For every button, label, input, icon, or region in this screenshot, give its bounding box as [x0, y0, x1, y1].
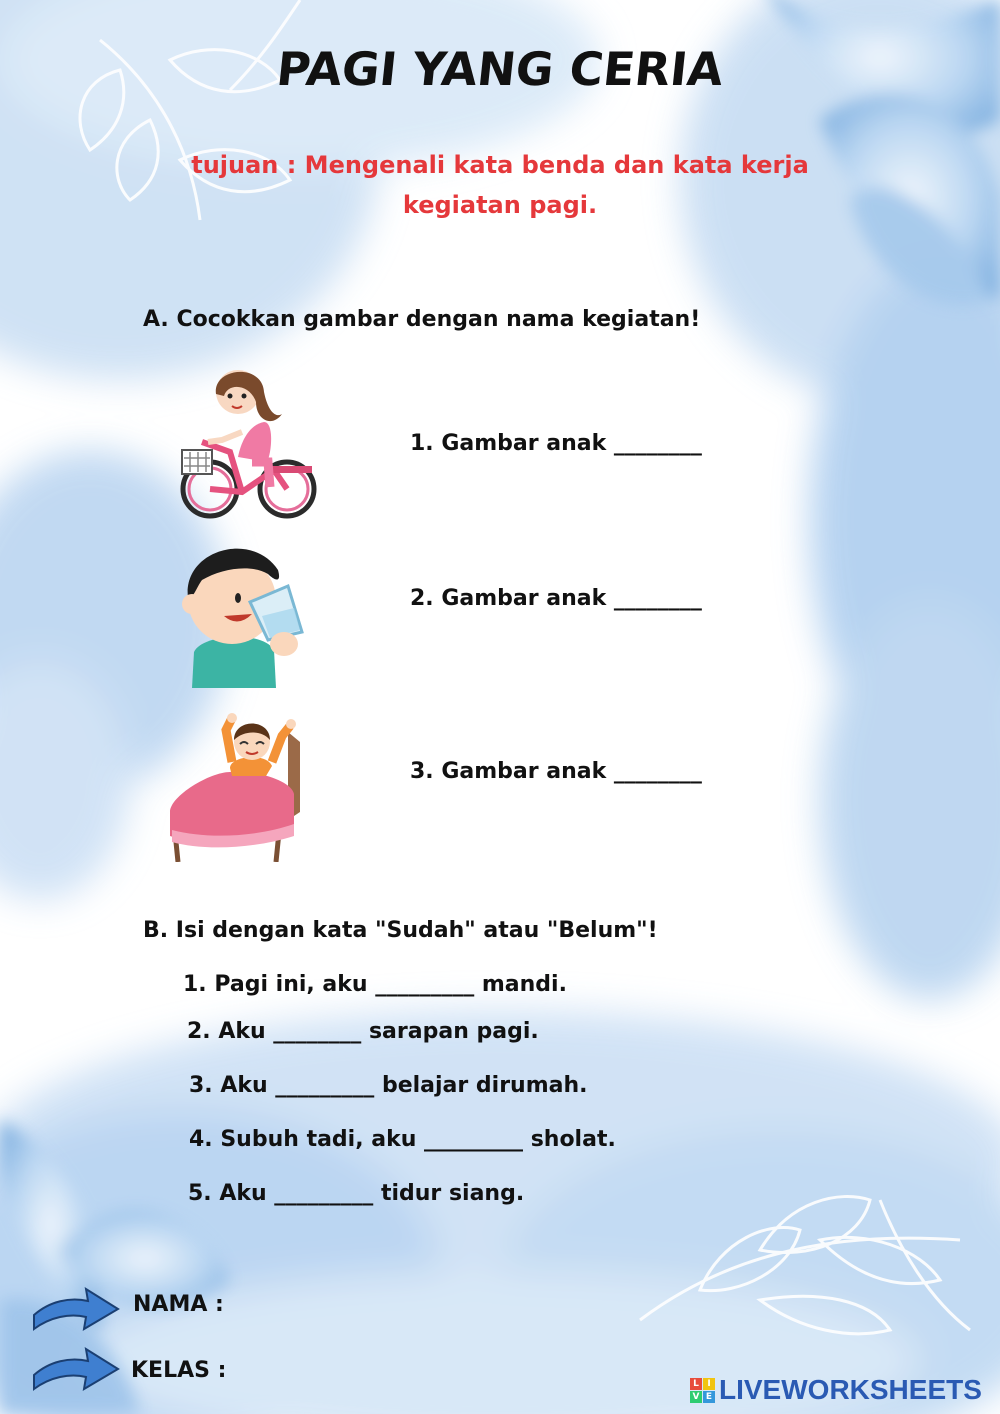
class-label: KELAS :: [131, 1358, 227, 1383]
brand-name[interactable]: LIVEWORKSHEETS: [719, 1374, 982, 1405]
section-b-item-3: 3. Aku _________ belajar dirumah.: [189, 1073, 588, 1098]
learning-goal: [140, 145, 860, 225]
liveworksheets-logo: [690, 1374, 982, 1406]
section-b-item-5: 5. Aku _________ tidur siang.: [188, 1181, 525, 1206]
page-title: PAGI YANG CERIA: [274, 42, 726, 96]
section-b-heading: B. Isi dengan kata "Sudah" atau "Belum"!: [143, 918, 658, 943]
section-a-item-3: 3. Gambar anak ________: [410, 759, 702, 784]
section-a-item-2: 2. Gambar anak ________: [410, 586, 702, 611]
section-b-item-1: 1. Pagi ini, aku _________ mandi.: [183, 972, 567, 997]
goal-line-2: kegiatan pagi.: [402, 191, 598, 219]
badge-letter: V: [690, 1391, 702, 1403]
child-drinking-water-icon: [182, 540, 307, 688]
badge-letter: L: [690, 1378, 702, 1390]
section-a-heading: A. Cocokkan gambar dengan nama kegiatan!: [143, 307, 701, 332]
brand-badge: [690, 1378, 715, 1403]
badge-letter: E: [703, 1391, 715, 1403]
name-label: NAMA :: [133, 1292, 224, 1317]
arrow-right-icon: [30, 1345, 122, 1395]
goal-line-1: tujuan : Mengenali kata benda dan kata kerja: [191, 151, 809, 179]
section-a-item-1: 1. Gambar anak ________: [410, 431, 702, 456]
section-b-item-4: 4. Subuh tadi, aku _________ sholat.: [189, 1127, 616, 1152]
child-riding-bicycle-icon: [172, 362, 322, 527]
badge-letter: I: [703, 1378, 715, 1390]
arrow-right-icon: [30, 1285, 122, 1335]
child-waking-up-in-bed-icon: [170, 712, 305, 862]
section-b-item-2: 2. Aku ________ sarapan pagi.: [187, 1019, 539, 1044]
